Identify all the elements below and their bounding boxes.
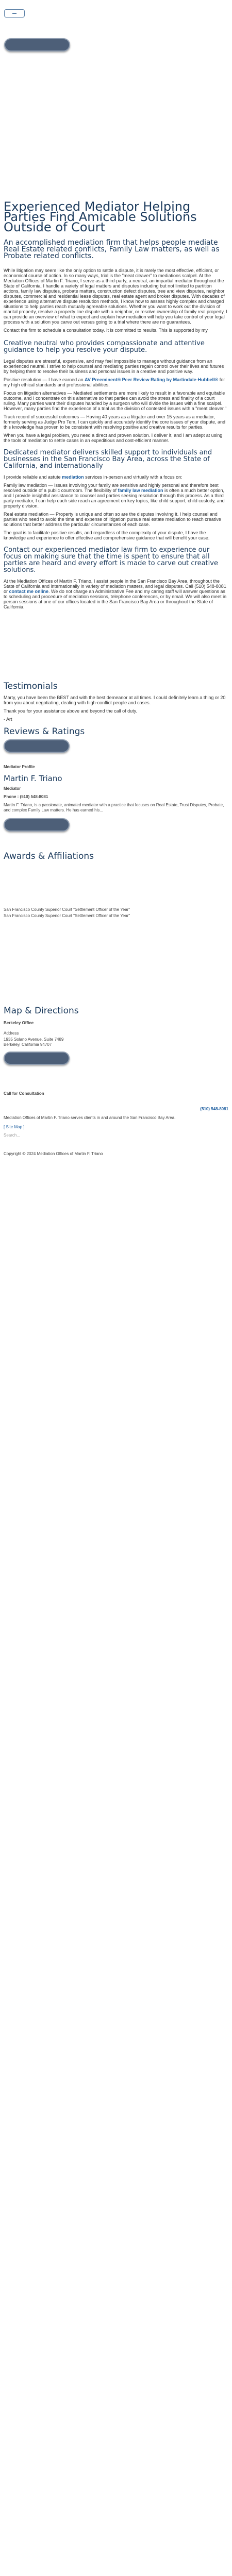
mediator-role: Mediator (4, 786, 21, 791)
consult-label: Call for Consultation (4, 1091, 44, 1096)
reviews-title: Reviews & Ratings (4, 726, 85, 737)
mediation-link[interactable]: mediation (62, 474, 84, 480)
office-name: Berkeley Office (4, 1021, 34, 1025)
profile-label: Mediator Profile (4, 765, 35, 769)
testimonial-quote: Marty, you have been the BEST and with the best demeanor at all times. I could definitely learn a thing or 20 from you about negotiating, dealing with high-conflict people and cases. (4, 695, 226, 705)
hero-paragraph-1: While litigation may seem like the only option to settle a dispute, it is rarely the most effective, efficient, or economical course of action. In so many ways, trial is the "meat cleaver" to mediations scalpel. At the Mediation Offices of Martin F. Triano, I serve as a third-party, a neutral, an impartial mediator throughout the State of California. I handle a variety of legal matters and disputes including but not limited to partition actions, family law disputes, probate matters, construction defect disputes, tree and view disputes, neighbor disputes, commercial and residential lease disputes, real estate agent and broker disputes. With decades of experience using alternative dispute resolution methods, I know how to assess highly complex and charged situations to help parties reach mutually agreeable solutions. Whether you want to work out the division of marital property, resolve a property line dispute with a neighbor, or resolve ownership of family real property, I can provide an overview of what to expect and explain how mediation will help you take control of your legal process with a solution you carve out versus going to a trial where there are no guarantees. (4, 268, 227, 325)
section2-p5: When you have a legal problem, you need a direct and proven solution. I deliver it, and I am adept at using the tools of mediation to settle cases in an expeditious and cost-efficient manner. (4, 433, 223, 443)
section4-p1a: At the Mediation Offices of Martin F. Triano, I assist people in the San Francisco Bay Area, throughout the State of California and internationally in variety of mediation matters, and legal disputes. Call (510) 548-8081 or (4, 579, 226, 594)
section3-p1 (4, 474, 228, 480)
section2-p2c: for my high ethical standards and professional abilities. (4, 377, 225, 387)
topbar (0, 0, 232, 36)
section3-p1a: I provide reliable and astute (4, 474, 62, 480)
award-item-1: San Francisco County Superior Court "Settlement Officer of the Year" (4, 907, 130, 912)
contact-online-link[interactable]: contact me online (9, 589, 49, 594)
footer-phone[interactable]: (510) 548-8081 (200, 1107, 228, 1111)
section2-p2a: Positive resolution — I have earned an (4, 377, 85, 382)
section3-p3: Real estate mediation — Property is unique and often so are the disputes involving it. I help counsel and parties who need to avoid the time and expense of litigation pursue real estate mediation to reach creative solutions that better address the particular circumstances of each case. (4, 512, 221, 527)
mediator-phone[interactable]: Phone : (510) 548-8081 (4, 794, 48, 799)
section2-p2 (4, 377, 228, 387)
footer-serve: Mediation Offices of Martin F. Triano serves clients in and around the San Francisco Bay Area. (4, 1115, 176, 1120)
section3-p2a: Family law mediation — Issues involving your family are sensitive and highly personal and therefore best resolved outside of a public courtroom. The flexibility of (4, 483, 219, 493)
cta-wrap (0, 36, 232, 54)
section2-p3: Focus on litigation alternatives — Mediated settlements are more likely to result in a favorable and equitable outcome, and I concentrate on this alternative so that parties can avoid the stress and finality of a court ruling. Many parties want their disputes handled by a surgeon who will divide the issues with a fine scalpel. However, many parties find the experience of a trial as the division of contested issues with a "meat cleaver." (4, 391, 227, 411)
testimonials-title: Testimonials (4, 681, 58, 691)
family-law-link[interactable]: family law mediation (118, 488, 163, 493)
profile-btn-wrap (4, 818, 228, 834)
menu-toggle[interactable] (4, 9, 25, 18)
profile-button[interactable] (4, 818, 70, 832)
section3-title: Dedicated mediator delivers skilled support to individuals and businesses in the San Francisco Bay Area, across the State of California, and internationally (4, 449, 212, 470)
awards-title: Awards & Affiliations (4, 851, 94, 861)
reviews-btn-wrap (4, 739, 228, 755)
hero-paragraph-2: Contact the firm to schedule a consultation today. It is committed to results. This is supported by my (4, 328, 208, 333)
section2-p1: Legal disputes are stressful, expensive, and may feel impossible to manage without guidance from an experienced neutral. I strive to help counsel and mediating parties regain control over their lives and futures by helping them to resolve their business and personal issues in a creative and positive way. (4, 359, 224, 374)
map-title: Map & Directions (4, 1006, 79, 1016)
directions-btn-wrap (4, 1052, 228, 1067)
copyright: Copyright © 2024 Mediation Offices of Martin F. Triano (4, 1151, 103, 1156)
testimonial-author: - Art (4, 717, 12, 722)
section3-p4: The goal is to facilitate positive results, and regardless of the complexity of your dispute, I have the knowledge and experience to offer effective and comprehensive guidance that will benefit your case. (4, 530, 210, 540)
address-label: Address (4, 1031, 19, 1036)
reviews-button[interactable] (4, 739, 70, 753)
hero-title: Experienced Mediator Helping Parties Find Amicable Solutions Outside of Court (4, 199, 197, 234)
section3-p1c: services in-person and virtually with a focus on: (84, 474, 183, 480)
directions-button[interactable] (4, 1052, 70, 1065)
award-item-2: San Francisco County Superior Court "Settlement Officer of the Year" (4, 913, 130, 918)
address-line-1: 1935 Solano Avenue, Suite 7489 (4, 1037, 64, 1042)
section3-p2 (4, 483, 228, 509)
sitemap-link[interactable]: [ Site Map ] (4, 1125, 25, 1129)
section3-p2c: is often a much better option, and I provide insightful assistance to counsel and parties seeking resolution through this process. As a third party mediator, I can help each side reach an agreement on key topics, like child support, child custody, and property division. (4, 488, 225, 509)
section2-title: Creative neutral who provides compassionate and attentive guidance to help you resolve your dispute. (4, 340, 205, 354)
section4-p1c: . We do not charge an Administrative Fee and my caring staff will answer questions as to scheduling and procedure of mediation sessions, telephone conferences, or by email. We will also meet in person sessions at one of our offices located in the San Francisco Bay Area or throughout the State of California. (4, 589, 227, 609)
search-field[interactable]: Search... (4, 1133, 21, 1138)
martindale-link[interactable]: AV Preeminent® Peer Review Rating by Martindale-Hubbell® (85, 377, 219, 382)
cta-button[interactable] (4, 38, 70, 52)
testimonial-quote-2: Thank you for your assistance above and beyond the call of duty. (4, 708, 137, 714)
mediator-bio: Martin F. Triano, is a passionate, animated mediator with a practice that focuses on Real Estate, Trust Disputes, Probate, and complex Family Law matters. He has earned his... (4, 803, 224, 812)
mediator-name: Martin F. Triano (4, 774, 62, 783)
section4-p1 (4, 579, 228, 609)
content (0, 201, 232, 1157)
section4-title: Contact our experienced mediator law firm to experience our focus on making sure that the time is spent to ensure that all parties are heard and every effort is made to carve out creative solutions. (4, 546, 218, 574)
address-line-2: Berkeley, California 94707 (4, 1042, 52, 1047)
hamburger-icon (12, 13, 16, 14)
section2-p4: Track record of successful outcomes — Having 40 years as a litigator and over 15 years as a mediator, formerly serving as Judge Pro Tem, I can quickly and accurately identify the core issues of your dispute, and this knowledge has proven to be consistent with resolving positive and creative results for parties. (4, 414, 226, 430)
hero-subtitle: An accomplished mediation firm that helps people mediate Real Estate related conflicts, Family Law matters, as well as Probate related conflicts. (4, 239, 220, 260)
